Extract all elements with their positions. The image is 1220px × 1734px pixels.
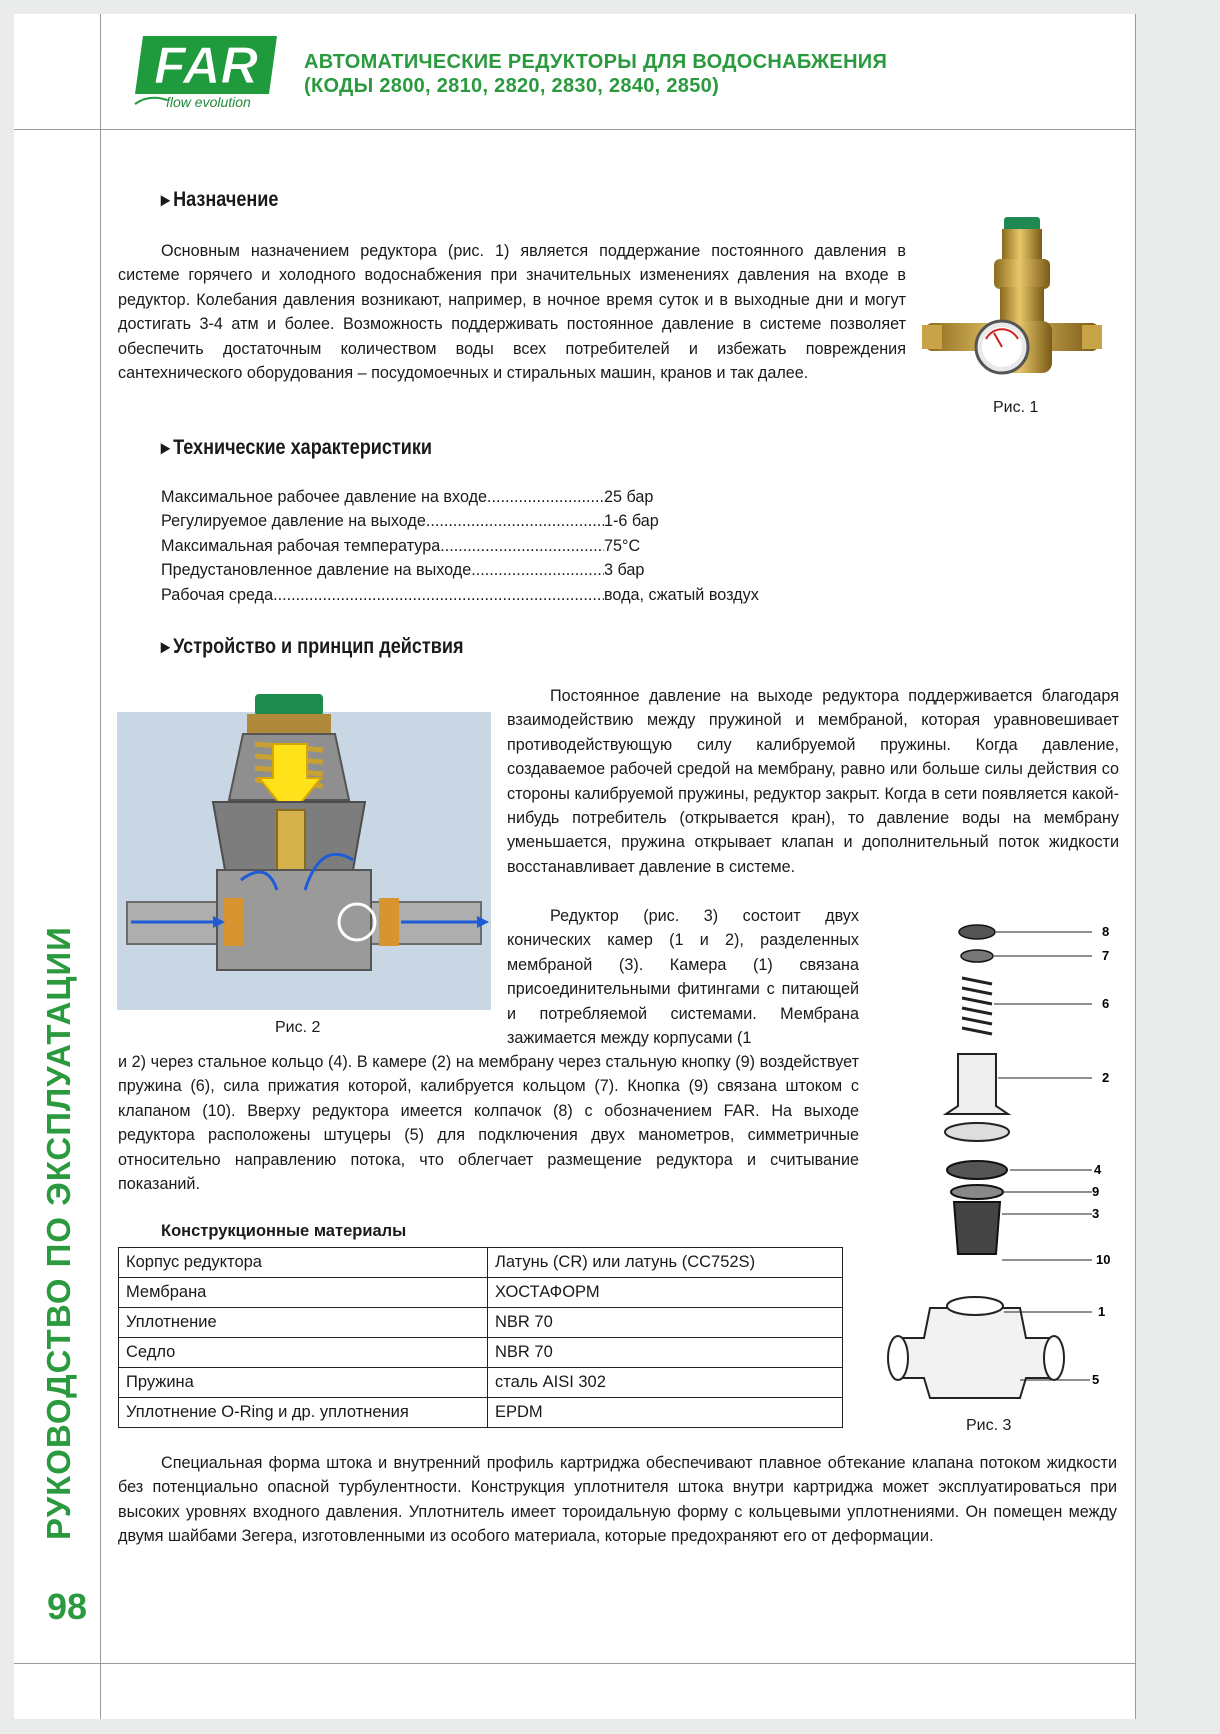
figure-3-caption: Рис. 3 — [966, 1417, 1012, 1434]
spec-row — [161, 558, 759, 582]
spec-value: вода, сжатый воздух — [604, 585, 759, 604]
sidebar-label: РУКОВОДСТВО ПО ЭКСПЛУАТАЦИИ — [40, 926, 77, 1540]
figure-2-caption: Рис. 2 — [275, 1019, 321, 1036]
figure-2-cross-section-image — [117, 690, 491, 1010]
device-paragraph-2a: Редуктор (рис. 3) состоит двух конических камер (1 и 2), разделенных мембраной (3). Камера (1) связана присоединительными фитингами с питающей и потребляемой системами. Мембрана зажимается между корпусами (1 — [507, 907, 859, 1048]
figure-3-exploded-view-image — [870, 918, 1120, 1418]
far-logo — [133, 34, 279, 116]
header-rule — [14, 129, 1136, 130]
spec-row — [161, 485, 759, 509]
page-title-line2: (КОДЫ 2800, 2810, 2820, 2830, 2840, 2850) — [304, 75, 720, 97]
table-row — [119, 1338, 843, 1368]
material-value: Латунь (CR) или латунь (CC752S) — [488, 1248, 843, 1278]
far-logo-mark — [133, 34, 279, 98]
heading-device: ▸ Устройство и принцип действия — [161, 634, 463, 659]
table-row — [119, 1398, 843, 1428]
material-value: NBR 70 — [488, 1308, 843, 1338]
material-value: сталь AISI 302 — [488, 1368, 843, 1398]
left-margin-rule — [100, 14, 101, 1719]
spec-label: Регулируемое давление на выходе — [161, 512, 426, 531]
right-margin-rule — [1135, 14, 1136, 1719]
material-value: ХОСТАФОРМ — [488, 1278, 843, 1308]
spec-label: Максимальная рабочая температура — [161, 536, 441, 555]
spec-label: Предустановленное давление на выходе — [161, 561, 472, 580]
table-row — [119, 1248, 843, 1278]
spec-label: Рабочая среда — [161, 585, 274, 604]
heading-purpose: ▸ Назначение — [161, 187, 278, 212]
table-row — [119, 1278, 843, 1308]
purpose-paragraph: Основным назначением редуктора (рис. 1) является поддержание постоянного давления в системе горячего и холодного водоснабжения при значительных изменениях давления на входе в редуктор. Колебания давления возникают, например, в ночное время суток и в выходные дни и могут достигать 3-4 атм и более. Возможность поддерживать постоянное давление в системе позволяет обеспечить достаточным количеством воды всех потребителей и избежать повреждения сантехнического оборудования – посудомоечных и стиральных машин, кранов и так далее. — [118, 242, 906, 383]
closing-paragraph: Специальная форма штока и внутренний профиль картриджа обеспечивают плавное обтекание клапана потоком жидкости без потенциально опасной турбулентности. Конструкция уплотнителя штока внутри картриджа может эксплуатироваться при высоких уровнях входного давления. Уплотнитель имеет тороидальную форму с кольцевыми уплотнениями. Он помещен между двумя шайбами Зегера, изготовленными из особого материала, которые предохраняют его от деформации. — [118, 1454, 1117, 1546]
table-row — [119, 1368, 843, 1398]
fig3-label-5: 5 — [1092, 1372, 1100, 1387]
spec-value: 1-6 бар — [604, 512, 659, 531]
footer-rule — [14, 1663, 1136, 1664]
page-title — [304, 50, 887, 98]
fig3-label-4: 4 — [1094, 1162, 1102, 1177]
fig3-label-2: 2 — [1102, 1070, 1110, 1085]
spec-row — [161, 583, 759, 607]
material-part: Мембрана — [119, 1278, 488, 1308]
figure-1-valve-image — [922, 213, 1102, 393]
specs-list — [161, 485, 759, 607]
material-value: NBR 70 — [488, 1338, 843, 1368]
spec-value: 75°С — [604, 536, 641, 555]
fig3-label-8: 8 — [1102, 924, 1110, 939]
fig3-label-3: 3 — [1092, 1206, 1100, 1221]
heading-specs: ▸ Технические характеристики — [161, 435, 432, 460]
material-part: Пружина — [119, 1368, 488, 1398]
device-paragraph-1: Постоянное давление на выходе редуктора поддерживается благодаря взаимодействию между пружиной и мембраной, которая уравновешивает противодействующую силу калибруемой пружины. Когда давление, создаваемое рабочей средой на мембрану, равно или больше силы действия со стороны калибруемой пружины, редуктор закрыт. Когда в сети появляется какой-нибудь потребитель (открывается кран), то давление воды на мембрану уменьшается, пружина открывает клапан и дополнительный поток жидкости восстанавливает давление в системе. — [507, 687, 1119, 876]
spec-row — [161, 534, 759, 558]
spec-label: Максимальное рабочее давление на входе — [161, 488, 488, 506]
materials-title: Конструкционные материалы — [161, 1222, 407, 1240]
page-title-line1: АВТОМАТИЧЕСКИЕ РЕДУКТОРЫ ДЛЯ ВОДОСНАБЖЕНИЯ — [304, 51, 888, 73]
spec-row — [161, 509, 759, 533]
material-value: EPDM — [488, 1398, 843, 1428]
material-part: Уплотнение O-Ring и др. уплотнения — [119, 1398, 488, 1428]
device-paragraph-2b: и 2) через стальное кольцо (4). В камере (2) на мембрану через стальную кнопку (9) воздействует пружина (6), сила прижатия которой, калибруется кольцом (7). Кнопка (9) связана штоком с клапаном (10). Вверху редуктора имеется колпачок (8) с обозначением FAR. На выходе редуктора расположены штуцеры (5) для подключения двух манометров, симметричные относительно направлению потока, что облегчает размещение редуктора и считывание показаний. — [118, 1053, 859, 1194]
fig3-label-6: 6 — [1102, 996, 1110, 1011]
materials-table — [118, 1247, 843, 1428]
fig3-label-7: 7 — [1102, 948, 1110, 963]
page-number: 98 — [47, 1586, 88, 1627]
spec-value: 3 бар — [604, 561, 645, 580]
material-part: Корпус редуктора — [119, 1248, 488, 1278]
material-part: Седло — [119, 1338, 488, 1368]
fig3-label-1: 1 — [1098, 1304, 1106, 1319]
fig3-label-10: 10 — [1096, 1252, 1111, 1267]
logo-tagline: flow evolution — [166, 94, 251, 110]
spec-value: 25 бар — [604, 488, 654, 506]
figure-1-caption: Рис. 1 — [993, 399, 1039, 416]
table-row — [119, 1308, 843, 1338]
fig3-label-9: 9 — [1092, 1184, 1100, 1199]
material-part: Уплотнение — [119, 1308, 488, 1338]
logo-text: FAR — [154, 37, 258, 95]
